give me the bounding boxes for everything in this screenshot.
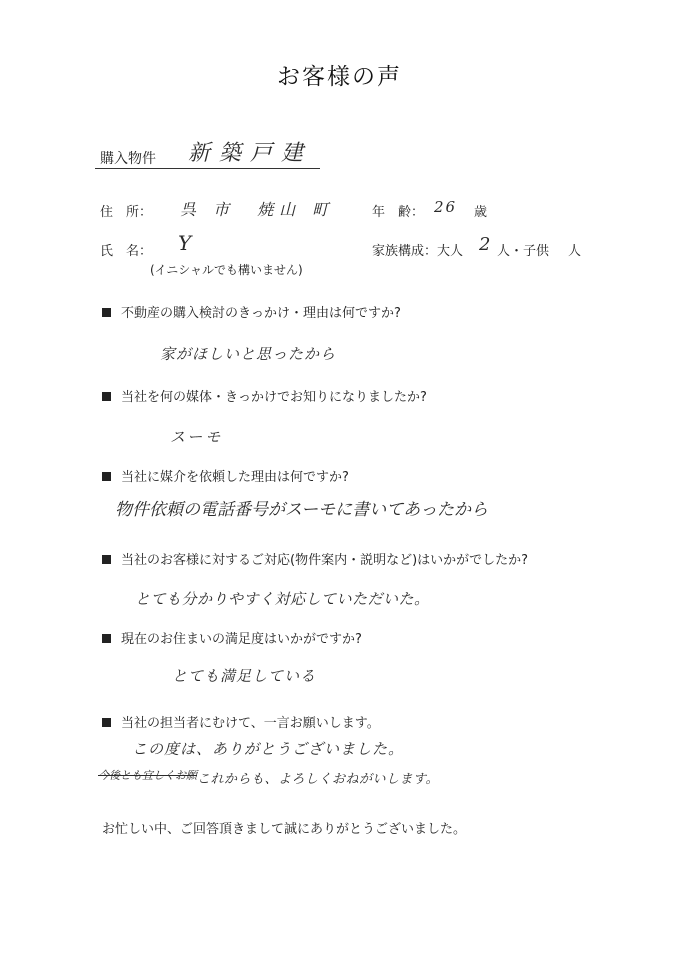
bullet-icon — [102, 472, 111, 481]
bullet-icon — [102, 555, 111, 564]
question-1: 不動産の購入検討のきっかけ・理由は何ですか? — [102, 302, 401, 321]
family-label: 家族構成：大人 — [372, 244, 464, 259]
answer-1: 家がほしいと思ったから — [160, 345, 337, 363]
question-2: 当社を何の媒体・きっかけでお知りになりましたか? — [102, 386, 427, 405]
address-value: 呉 市 焼山 町 — [180, 200, 335, 219]
age-value: 26 — [434, 198, 458, 216]
property-value: 新築戸建 — [188, 141, 313, 166]
answer-3: 物件依頼の電話番号がスーモに書いてあったから — [115, 500, 488, 520]
name-value: Y — [178, 231, 194, 255]
answer-6-struck-text: 今後とも宜しくお願 — [98, 769, 197, 782]
answer-6-line-1: この度は、ありがとうございました。 — [132, 740, 405, 758]
page-title: お客様の声 — [277, 64, 402, 90]
name-note: (イニシャルでも構いません) — [150, 263, 303, 277]
answer-4: とても分かりやすく対応していただいた。 — [135, 590, 430, 608]
question-5: 現在のお住まいの満足度はいかがですか? — [102, 628, 362, 647]
closing-message: お忙しい中、ご回答頂きまして誠にありがとうございました。 — [102, 822, 467, 837]
question-6: 当社の担当者にむけて、一言お願いします。 — [102, 712, 380, 731]
question-3: 当社に媒介を依頼した理由は何ですか? — [102, 466, 349, 485]
answer-2: スーモ — [170, 428, 224, 446]
name-label: 氏 名： — [100, 244, 153, 259]
answer-6-line-2: これからも、よろしくおねがいします。 — [197, 772, 439, 787]
bullet-icon — [102, 392, 111, 401]
family-adults: 2 — [479, 234, 493, 255]
property-label: 購入物件 — [100, 151, 156, 167]
bullet-icon — [102, 634, 111, 643]
bullet-icon — [102, 718, 111, 727]
family-end: 人 — [568, 244, 582, 259]
address-label: 住 所： — [100, 205, 153, 220]
property-underline — [95, 168, 320, 169]
age-unit: 歳 — [474, 205, 488, 220]
bullet-icon — [102, 308, 111, 317]
family-mid: 人・子供 — [497, 244, 550, 259]
question-4: 当社のお客様に対するご対応(物件案内・説明など)はいかがでしたか? — [102, 549, 528, 568]
age-label: 年 齢： — [372, 205, 425, 220]
answer-5: とても満足している — [172, 667, 317, 685]
